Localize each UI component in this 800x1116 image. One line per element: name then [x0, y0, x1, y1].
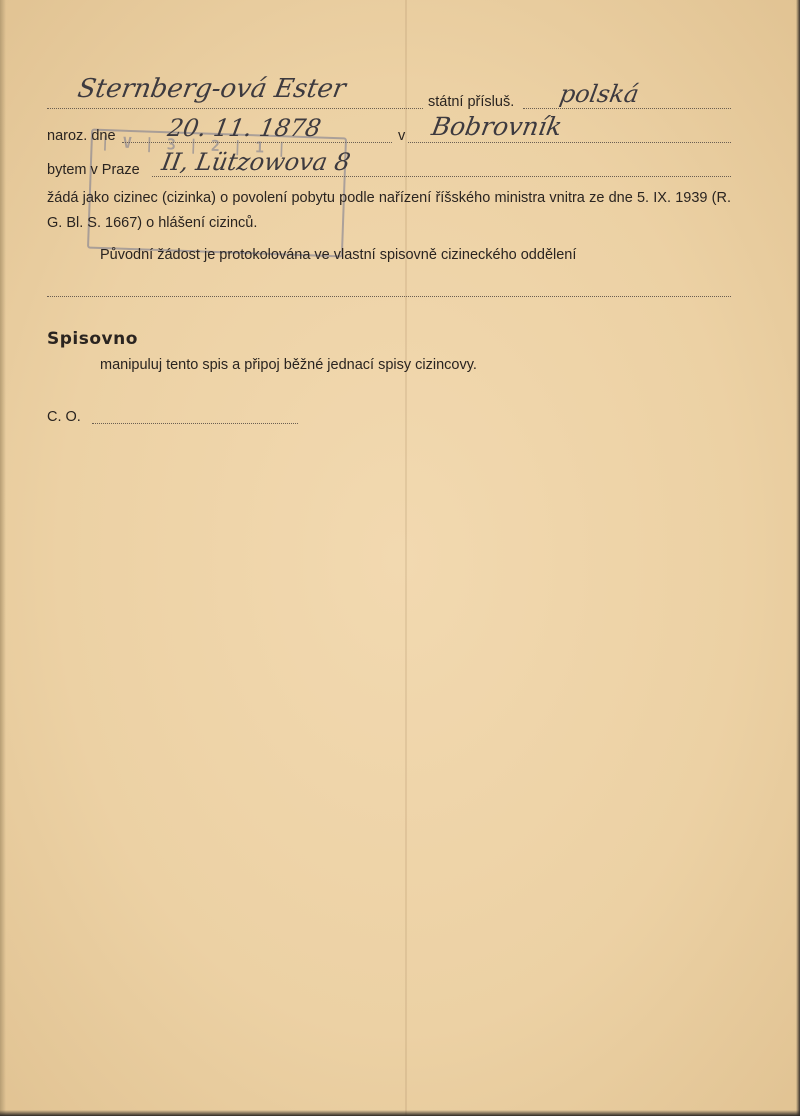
section-instruction: manipuluj tento spis a připoj běžné jednací spisy cizincovy. — [100, 357, 477, 373]
request-paragraph: žádá jako cizinec (cizinka) o povolení pobytu podle nařízení říšského ministra vnitra ze dne 5. IX. 1939 (R. G. Bl. S. 1667) o hlášení cizinců. — [47, 190, 731, 231]
section-heading: Spisovno — [47, 329, 138, 349]
ref-label: C. O. — [47, 409, 81, 425]
paper-edge-left — [0, 0, 6, 1116]
ref-dotted-line — [92, 423, 298, 424]
paper-edge-right — [796, 0, 800, 1116]
stamp-text: | V | 3 | 2 | 1 | — [100, 132, 289, 158]
born-label: naroz. dne — [47, 128, 116, 144]
nationality-dotted-line — [523, 108, 731, 109]
nationality-label: státní přísluš. — [428, 94, 515, 110]
birth-place-prefix: v — [398, 128, 406, 144]
birth-place: Bobrovník — [429, 112, 565, 141]
residence-value: II, Lützowova 8 — [159, 148, 353, 176]
birth-date: 20. 11. 1878 — [165, 114, 324, 142]
paper-fold — [405, 0, 407, 1116]
birth-date-dotted-line — [122, 142, 392, 143]
protocol-note: Původní žádost je protokolována ve vlastní spisovně cizineckého oddělení — [100, 247, 577, 263]
residence-label: bytem v Praze — [47, 162, 140, 178]
separator-dotted-line — [47, 296, 731, 297]
nationality-value: polská — [557, 80, 642, 108]
paper-edge-bottom — [0, 1110, 800, 1116]
name-dotted-line — [47, 108, 423, 109]
birth-place-dotted-line — [408, 142, 731, 143]
applicant-name: Sternberg-ová Ester — [75, 74, 349, 104]
residence-dotted-line — [152, 176, 731, 177]
